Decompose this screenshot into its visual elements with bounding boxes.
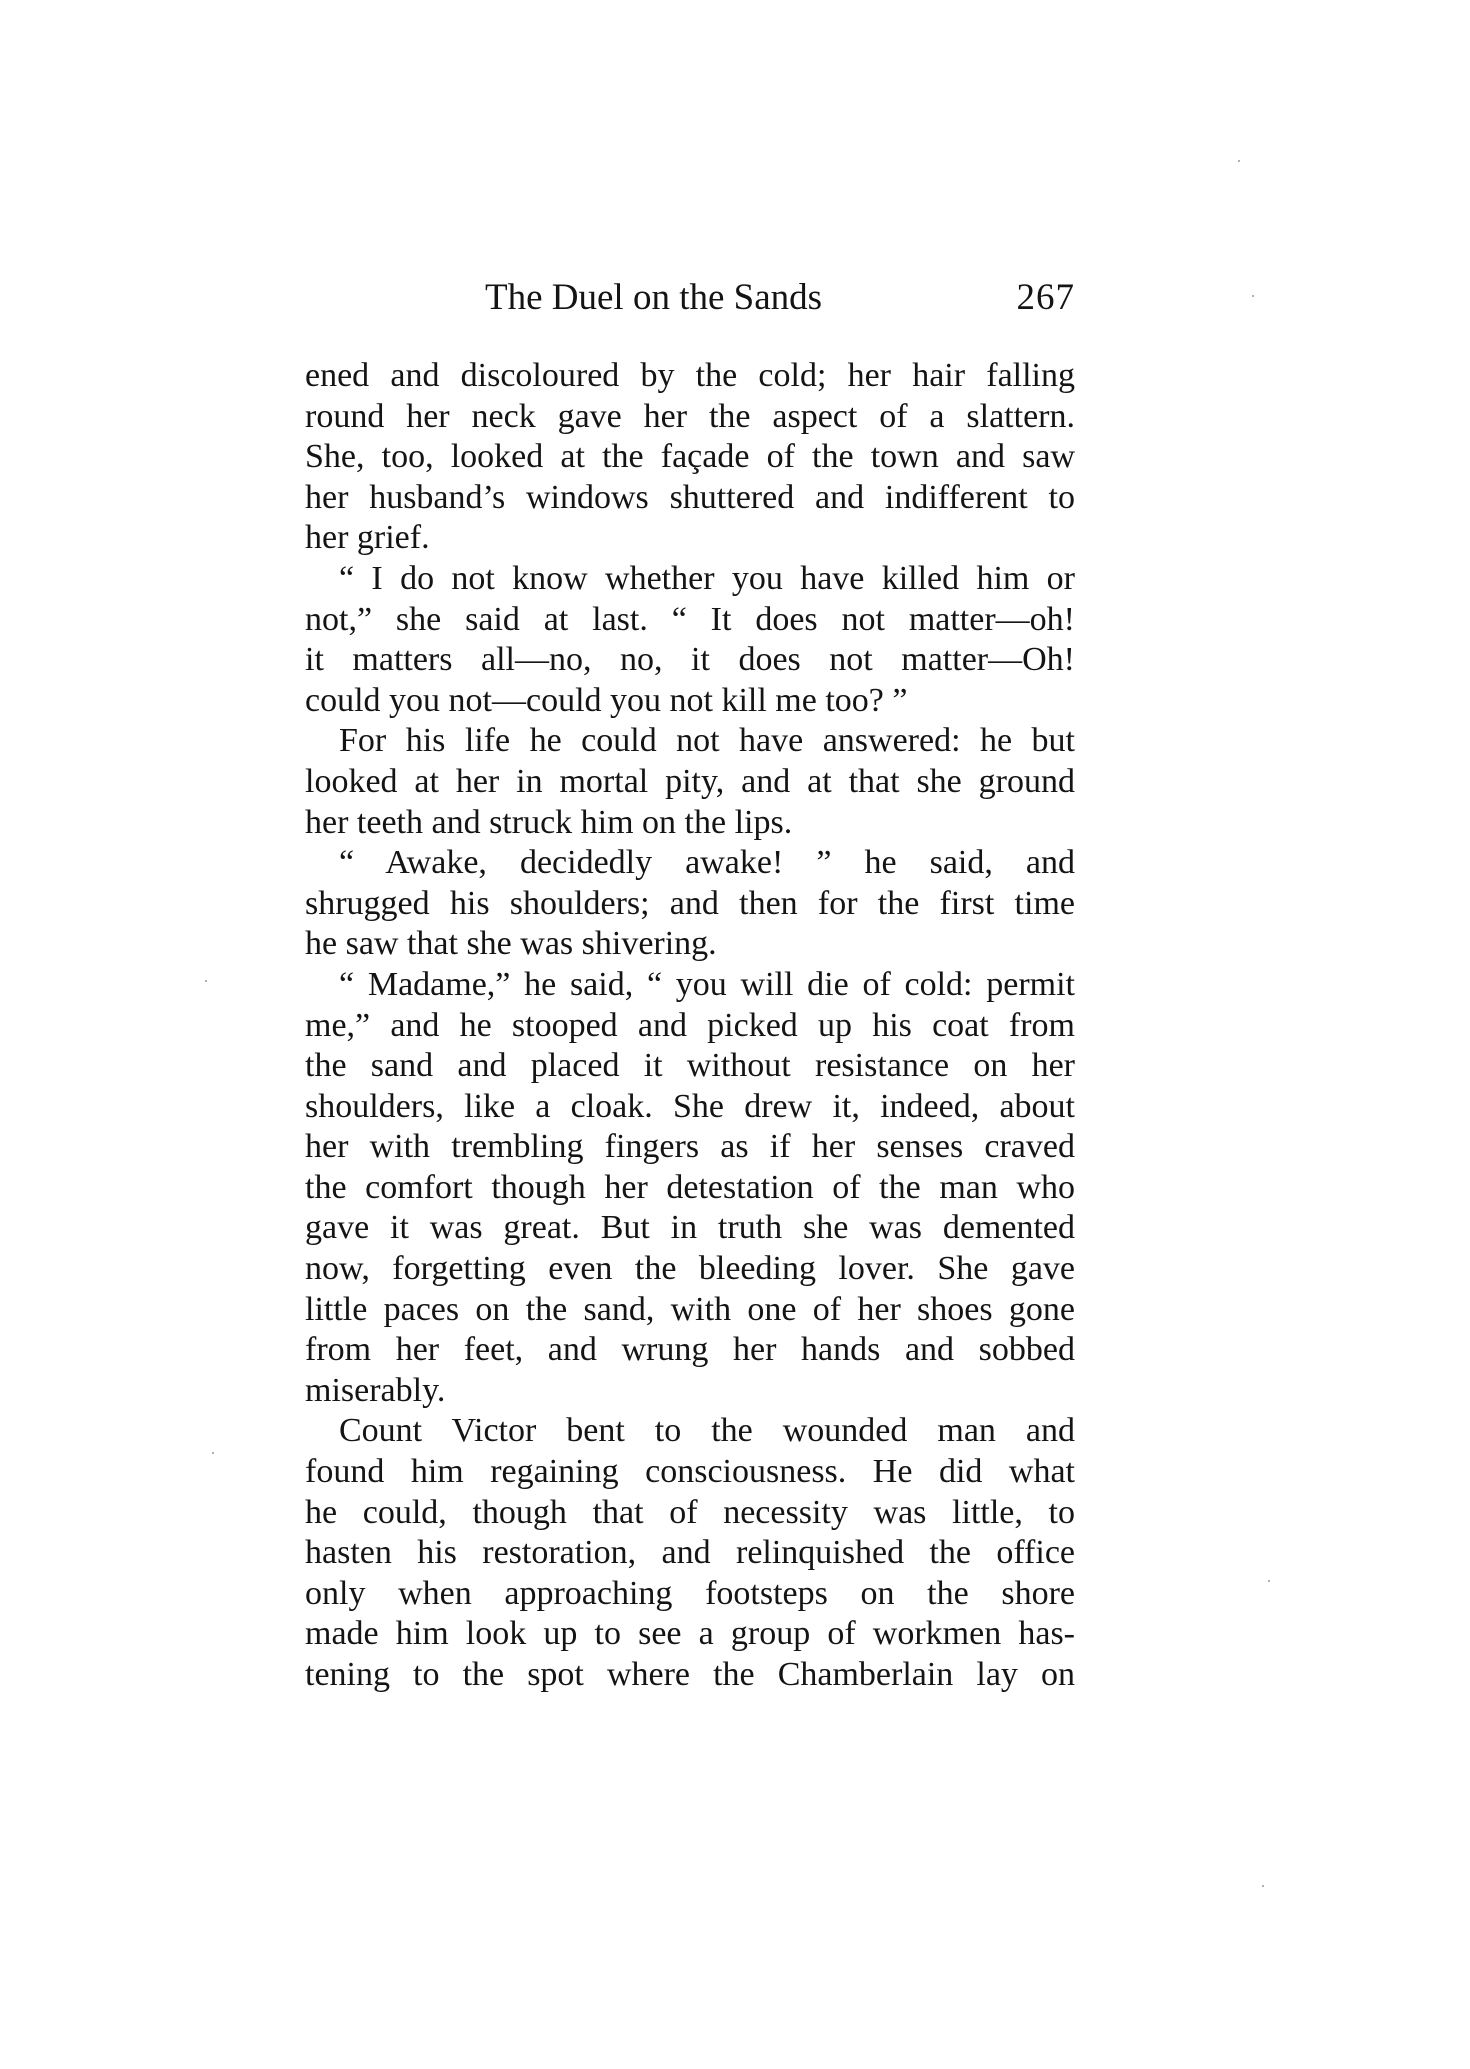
text-line: round her neck gave her the aspect of a slattern.: [305, 397, 1075, 435]
text-line: the comfort though her detestation of the man who: [305, 1168, 1075, 1206]
paper-speck: [1262, 1885, 1264, 1887]
text-line: it matters all—no, no, it does not matter—Oh!: [305, 641, 1075, 679]
text-line: her grief.: [305, 519, 430, 557]
text-line: only when approaching footsteps on the shore: [305, 1574, 1075, 1612]
text-line: he saw that she was shivering.: [305, 925, 717, 963]
body-text: [305, 356, 1075, 1696]
text-line: “ Madame,” he said, “ you will die of cold: permit: [339, 965, 1075, 1003]
text-line: miserably.: [305, 1371, 446, 1409]
text-line: For his life he could not have answered: he but: [339, 722, 1075, 760]
page-number: 267: [1016, 277, 1075, 318]
text-line: her husband’s windows shuttered and indifferent to: [305, 478, 1075, 516]
text-line: the sand and placed it without resistance on her: [305, 1047, 1075, 1085]
running-title: The Duel on the Sands: [485, 277, 823, 318]
text-line: her with trembling fingers as if her senses craved: [305, 1128, 1075, 1166]
text-line: me,” and he stooped and picked up his coat from: [305, 1006, 1075, 1044]
paper-speck: [205, 980, 207, 982]
text-line: looked at her in mortal pity, and at that she ground: [305, 762, 1075, 800]
text-line: She, too, looked at the façade of the town and saw: [305, 438, 1075, 476]
text-line: shoulders, like a cloak. She drew it, indeed, about: [305, 1087, 1075, 1125]
text-line: Count Victor bent to the wounded man and: [339, 1412, 1075, 1450]
text-line: found him regaining consciousness. He did what: [305, 1453, 1075, 1491]
text-line: now, forgetting even the bleeding lover. She gave: [305, 1250, 1075, 1288]
text-line: not,” she said at last. “ It does not matter—oh!: [305, 600, 1075, 638]
text-line: could you not—could you not kill me too? ”: [305, 681, 908, 719]
text-line: shrugged his shoulders; and then for the first time: [305, 884, 1075, 922]
text-line: he could, though that of necessity was little, to: [305, 1493, 1075, 1531]
text-line: “ I do not know whether you have killed him or: [339, 559, 1075, 597]
text-line: little paces on the sand, with one of her shoes gone: [305, 1290, 1075, 1328]
text-line: her teeth and struck him on the lips.: [305, 803, 793, 841]
paper-speck: [1238, 160, 1240, 162]
text-line: hasten his restoration, and relinquished the office: [305, 1534, 1075, 1572]
text-line: from her feet, and wrung her hands and sobbed: [305, 1331, 1075, 1369]
text-line: made him look up to see a group of workmen has-: [305, 1615, 1075, 1653]
text-line: ened and discoloured by the cold; her hair falling: [305, 357, 1075, 394]
text-line: tening to the spot where the Chamberlain lay on: [305, 1656, 1075, 1693]
text-line: gave it was great. But in truth she was demented: [305, 1209, 1075, 1247]
paper-speck: [1268, 1580, 1270, 1582]
paper-speck: [212, 1452, 214, 1454]
running-head: [305, 268, 1075, 328]
text-line: “ Awake, decidedly awake! ” he said, and: [339, 844, 1075, 882]
paper-speck: [1252, 295, 1254, 297]
